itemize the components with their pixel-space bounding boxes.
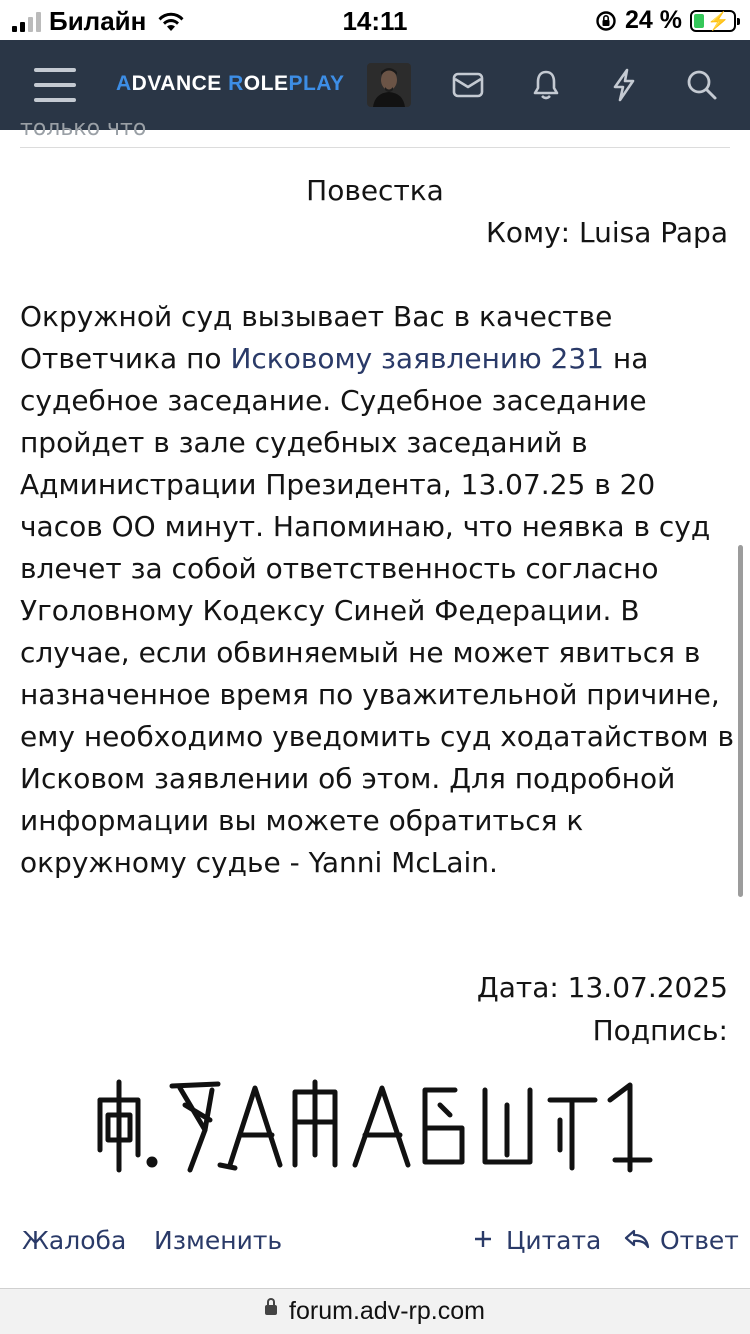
battery-percent: 24 % (625, 6, 682, 34)
reply-arrow-icon (624, 1226, 658, 1255)
notifications-button[interactable] (521, 60, 571, 110)
reply-button[interactable] (624, 1226, 739, 1255)
logo-part-dvance: DVANCE (131, 72, 229, 95)
scrollbar[interactable] (738, 545, 743, 897)
url-display (0, 1297, 750, 1326)
lock-icon (265, 1305, 277, 1315)
wifi-icon (156, 11, 186, 33)
carrier-name: Билайн (49, 6, 147, 36)
menu-button[interactable] (30, 60, 80, 110)
search-button[interactable] (677, 60, 727, 110)
rotation-lock-icon (595, 10, 617, 32)
logo-letter-r: R (228, 72, 244, 95)
site-logo[interactable] (116, 72, 345, 96)
divider (20, 147, 730, 148)
signature-image (90, 1060, 730, 1180)
plus-icon (474, 1226, 500, 1255)
logo-part-ole: OLE (243, 72, 289, 95)
clock: 14:11 (342, 6, 408, 36)
search-icon (686, 69, 718, 101)
edit-link[interactable]: Изменить (154, 1226, 283, 1255)
logo-part-play: PLAY (288, 72, 345, 95)
carrier-info (12, 6, 186, 37)
lawsuit-link[interactable]: Исковому заявлению 231 (230, 342, 604, 375)
body-text-1: Окружной суд вызывает Вас в качестве Ответчика по (20, 300, 613, 375)
date-line: Дата: 13.07.2025 (476, 971, 728, 1004)
signal-icon (12, 12, 41, 32)
url-text: forum.adv-rp.com (289, 1297, 485, 1325)
body-text-2: на судебное заседание. Судебное заседание пройдет в зале судебных заседаний в Администрации Президента, 13.07.25 в 20 часов ОО минут. Напоминаю, что неявка в суд влечет за собой ответственность согласно Уголовному Кодексу Синей Федерации. В случае, если обвиняемый не может явиться в назначенное время по уважительной причине, ему необходимо уведомить суд ходатайством в Исковом заявлении об этом. Для подробной информации вы можете обратиться к окружному судье - Yanni McLain. (20, 342, 734, 879)
bolt-icon (611, 68, 637, 102)
whats-new-button[interactable] (599, 60, 649, 110)
battery-icon: ⚡ (690, 10, 736, 32)
mail-icon (452, 72, 484, 98)
reply-label: Ответ (659, 1226, 739, 1255)
recipient-line: Кому: Luisa Papa (485, 216, 728, 249)
quote-button[interactable] (474, 1226, 601, 1255)
quote-label: Цитата (505, 1226, 602, 1255)
messages-button[interactable] (443, 60, 493, 110)
browser-url-bar[interactable] (0, 1288, 750, 1334)
user-avatar[interactable] (367, 63, 411, 107)
post-actions (0, 1220, 750, 1264)
summons-body (20, 296, 735, 884)
status-bar (0, 0, 750, 40)
bell-icon (532, 69, 560, 101)
status-right (595, 6, 736, 35)
report-link[interactable]: Жалоба (22, 1226, 127, 1255)
signature-label: Подпись: (592, 1014, 728, 1047)
previous-text-fragment: только что (20, 116, 147, 141)
logo-letter-a: A (116, 72, 132, 95)
summons-title: Повестка (306, 174, 444, 207)
